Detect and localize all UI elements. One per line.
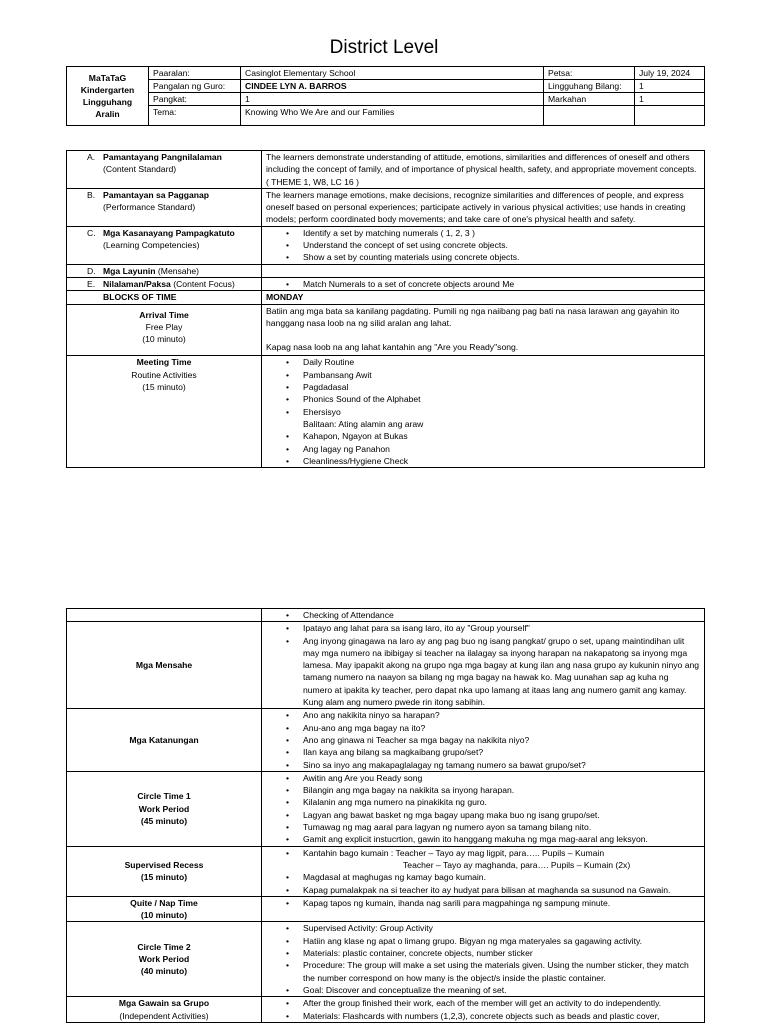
list-item: • Kantahin bago kumain : Teacher – Tayo ay mag ligpit, para….. Pupils – Kumain <box>266 847 700 859</box>
list-item: • Ilan kaya ang bilang sa magkaibang grupo/set? <box>266 746 700 758</box>
list-item: • Materials: plastic container, concrete objects, number sticker <box>266 947 700 959</box>
list-item: • Ano ang ginawa ni Teacher sa mga bagay na nakikita niyo? <box>266 734 700 746</box>
petsa-label: Petsa: <box>544 67 635 80</box>
list-item: • Awitin ang Are you Ready song <box>266 772 700 784</box>
markahan-value: 1 <box>635 93 705 106</box>
nilalaman-label: Nilalaman/Paksa <box>103 278 171 289</box>
list-item: • Bilangin ang mga bagay na nakikita sa inyong harapan. <box>266 784 700 796</box>
list-item: • Ang inyong ginagawa na laro ay ang pag buo ng isang pangkat/ grupo o set, upang maintindihan ulit may mga numero na ibibigay si teacher na ilalagay sa inyong harapan na nakapatong sa inyong mga lamesa. May ipapakit akong na grupo nga mga bagay at kung ilan ang nasa grupo ay kukunin ninyo ang tamang numero na naayon sa bilang ng mga bagay na hawak ko. Mag uunahan sap ag kuha ng numero at ipakita ky teacher, pero dapat nka upo lamang at itaas lang ang numero gamit ang kamay. Kung alam ang numero pwede rin itong sabihin. <box>266 635 700 709</box>
list-item: • Hatiin ang klase ng apat o limang grupo. Bigyan ng mga materyales sa gagawing activity. <box>266 935 700 947</box>
lesson-table-continued <box>66 608 705 1023</box>
empty-cell <box>544 106 635 126</box>
table-row: Meeting Time Routine Activities (15 minuto) • Daily Routine • Pambansang Awit • Pagdadasal • Phonics Sound of the Alphabet • Ehersisyo Balitaan: Ating alamin ang araw • Kahapon, Ngayon at Bukas • Ang lagay ng Panahon • Cleanliness/Hygiene Check <box>67 356 705 468</box>
table-row: D. Mga Layunin (Mensahe) <box>67 264 705 277</box>
table-row <box>67 709 705 771</box>
list-item: • Phonics Sound of the Alphabet <box>266 393 700 405</box>
performance-standard-text: The learners manage emotions, make decisions, recognize similarities and differences of people, and express oneself based on personal experiences; participate actively in various physical activities; use hands in creating models; perform coordinated body movements; and take care of one's physical health and safety. <box>262 188 705 226</box>
table-row: Supervised Recess (15 minuto) • Kantahin bago kumain : Teacher – Tayo ay mag ligpit, para….. Pupils – Kumain Teacher – Tayo ay maghanda, para…. Pupils – Kumain (2x) • Magdasal at maghugas ng kamay bago kumain. • Kapag pumalakpak na si teacher ito ay hudyat para bilisan at maghanda sa susunod na Gawain. <box>67 846 705 896</box>
content-standard-label: Pamantayang Pangnilalaman <box>103 152 222 162</box>
mensahe-label: Mga Mensahe <box>67 622 262 709</box>
list-item: • Cleanliness/Hygiene Check <box>266 455 700 467</box>
competencies-label: Mga Kasanayang Pampagkatuto <box>103 227 235 238</box>
table-row: C. Mga Kasanayang Pampagkatuto (Learning Competencies) • Identify a set by matching numerals ( 1, 2, 3 ) • Understand the concept of set using concrete objects. • Show a set by counting materials using concrete objects. <box>67 226 705 264</box>
arrival-song-text: Kapag nasa loob na ang lahat kantahin ang "Are you Ready"song. <box>266 342 519 353</box>
paaralan-value: Casinglot Elementary School <box>241 67 544 80</box>
header-table <box>66 66 705 126</box>
list-item: • Kapag pumalakpak na si teacher ito ay hudyat para bilisan at maghanda sa susunod na Gawain. <box>266 884 700 896</box>
table-row <box>67 622 705 709</box>
table-row: Quite / Nap Time (10 minuto) • Kapag tapos ng kumain, ihanda nag sarili para magpahinga ng sampung minute. <box>67 896 705 922</box>
lesson-table <box>66 150 705 468</box>
lesson-plan-label: MaTaTaG Kindergarten Lingguhang Aralin <box>67 67 149 126</box>
list-item: • Tumawag ng mag aaral para lagyan ng numero ayon sa tamang bilang nito. <box>266 821 700 833</box>
arrival-text: Batiin ang mga bata sa kanilang pagdating. Pumili ng nga naiibang pag bati na nasa larawan ang gayahin ito hanggang nasa loob na ng silid aralan ang lahat. <box>266 305 680 328</box>
list-item: • Identify a set by matching numerals ( 1, 2, 3 ) <box>266 227 700 239</box>
competencies-list <box>266 227 700 264</box>
bilang-value: 1 <box>635 80 705 93</box>
table-row: Mga Gawain sa Grupo (Independent Activities) • After the group finished their work, each of the member will get an activity to do independently. • Materials: Flashcards with numbers (1,2,3), concrete objects such as beads and plastic cover, <box>67 997 705 1023</box>
list-item: • Kahapon, Ngayon at Bukas <box>266 430 700 442</box>
circle-time-1-label: Circle Time 1 <box>137 791 191 802</box>
petsa-value: July 19, 2024 <box>635 67 705 80</box>
nap-time-label: Quite / Nap Time <box>130 897 198 908</box>
list-item: • Show a set by counting materials using concrete objects. <box>266 251 700 263</box>
list-item: • Pagdadasal <box>266 381 700 393</box>
performance-standard-label: Pamantayan sa Pagganap <box>103 189 210 200</box>
list-item: • Pambansang Awit <box>266 369 700 381</box>
list-item: • Procedure: The group will make a set using the materials given. Using the number sticker, they match the number correspond on how many is the object/s inside the plastic container. <box>266 959 700 984</box>
paaralan-label: Paaralan: <box>149 67 241 80</box>
table-row <box>67 609 705 622</box>
gawain-sa-grupo-label: Mga Gawain sa Grupo <box>118 998 210 1009</box>
meeting-list <box>266 356 700 417</box>
table-row: Circle Time 1 Work Period (45 minuto) • Awitin ang Are you Ready song • Bilangin ang mga bagay na nakikita sa inyong harapan. • Kilalanin ang mga numero na pinakikita ng guro. • Lagyan ang bawat basket ng mga bagay upang maka buo ng isang grupo/set. • Tumawag ng mag aaral para lagyan ng numero ayon sa tamang bilang nito. • Gamit ang explicit instucrtion, gawin ito hanggang makuha ng mga mag-aaral ang leksyon. <box>67 771 705 846</box>
table-row: E. Nilalaman/Paksa (Content Focus) • Match Numerals to a set of concrete objects around Me <box>67 277 705 290</box>
list-item: • Kapag tapos ng kumain, ihanda nag sarili para magpahinga ng sampung minute. <box>266 897 700 909</box>
day-label: MONDAY <box>262 291 705 304</box>
table-row: Arrival Time Free Play (10 minuto) Batiin ang mga bata sa kanilang pagdating. Pumili ng nga naiibang pag bati na nasa larawan ang gayahin ito hanggang nasa loob na ng silid aralan ang lahat. Kapag nasa loob na ang lahat kantahin ang "Are you Ready"song. <box>67 304 705 356</box>
arrival-time-label: Arrival Time <box>139 309 189 320</box>
list-item: • Checking of Attendance <box>266 609 700 621</box>
bilang-label: Lingguhang Bilang: <box>544 80 635 93</box>
markahan-label: Markahan <box>544 93 635 106</box>
list-item: • Lagyan ang bawat basket ng mga bagay upang maka buo ng isang grupo/set. <box>266 809 700 821</box>
circle-time-2-label: Circle Time 2 <box>137 941 191 952</box>
katanungan-label: Mga Katanungan <box>67 709 262 771</box>
list-item: • Understand the concept of set using concrete objects. <box>266 239 700 251</box>
page-title: District Level <box>329 37 439 58</box>
list-item: • Daily Routine <box>266 356 700 368</box>
list-item: • Gamit ang explicit instucrtion, gawin ito hanggang makuha ng mga mag-aaral ang leksyon. <box>266 833 700 845</box>
meeting-time-label: Meeting Time <box>136 357 192 368</box>
empty-cell <box>635 106 705 126</box>
supervised-recess-label: Supervised Recess <box>124 859 204 870</box>
list-item: • Kilalanin ang mga numero na pinakikita ng guro. <box>266 796 700 808</box>
balitaan-text: Balitaan: Ating alamin ang araw <box>303 418 424 429</box>
guro-value: CINDEE LYN A. BARROS <box>241 80 544 93</box>
list-item: • Ehersisyo <box>266 406 700 418</box>
layunin-label: Mga Layunin <box>103 265 156 276</box>
list-item: • Magdasal at maghugas ng kamay bago kumain. <box>266 871 700 883</box>
list-item: • Goal: Discover and conceptualize the meaning of set. <box>266 984 700 996</box>
table-row: B. Pamantayan sa Pagganap (Performance Standard) The learners manage emotions, make decisions, recognize similarities and differences of people, and express oneself based on personal experiences; participate actively in various physical activities; use hands in creating models; perform coordinated body movements; and take care of one's physical health and safety. <box>67 188 705 226</box>
list-item: • Anu-ano ang mga bagay na ito? <box>266 722 700 734</box>
list-item: • Sino sa inyo ang makapaglalagay ng tamang numero sa bawat grupo/set? <box>266 759 700 771</box>
table-row <box>67 291 705 304</box>
blocks-of-time-label: BLOCKS OF TIME <box>67 291 262 304</box>
recess-song-line: Teacher – Tayo ay maghanda, para…. Pupils – Kumain (2x) <box>403 859 631 870</box>
table-row: Circle Time 2 Work Period (40 minuto) • Supervised Activity: Group Activity • Hatiin ang klase ng apat o limang grupo. Bigyan ng mga materyales sa gagawing activity. • Materials: plastic container, concrete objects, number sticker • Procedure: The group will make a set using the materials given. Using the number sticker, they match the number correspond on how many is the object/s inside the plastic container. • Goal: Discover and conceptualize the meaning of set. <box>67 922 705 997</box>
list-item: • Ano ang nakikita ninyo sa harapan? <box>266 709 700 721</box>
pangkat-label: Pangkat: <box>149 93 241 106</box>
table-row: A. Pamantayang Pangnilalaman (Content Standard) The learners demonstrate understanding of attitude, emotions, similarities and differences of oneself and others including the concept of family, and of importance of physical health, safety, and appropriate movement concepts. ( THEME 1, W8, LC 16 ) <box>67 151 705 189</box>
guro-label: Pangalan ng Guro: <box>149 80 241 93</box>
list-item: • Materials: Flashcards with numbers (1,2,3), concrete objects such as beads and plastic cover, <box>266 1010 700 1022</box>
pangkat-value: 1 <box>241 93 544 106</box>
content-standard-text: The learners demonstrate understanding of attitude, emotions, similarities and differences of oneself and others including the concept of family, and of importance of physical health, safety, and appropriate movement concepts. ( THEME 1, W8, LC 16 ) <box>262 151 705 189</box>
list-item: • Ang lagay ng Panahon <box>266 443 700 455</box>
tema-value: Knowing Who We Are and our Families <box>241 106 544 126</box>
list-item: • Supervised Activity: Group Activity <box>266 922 700 934</box>
list-item: • Ipatayo ang lahat para sa isang laro, ito ay "Group yourself" <box>266 622 700 634</box>
list-item: • After the group finished their work, each of the member will get an activity to do independently. <box>266 997 700 1009</box>
list-item: • Match Numerals to a set of concrete objects around Me <box>266 278 700 290</box>
tema-label: Tema: <box>149 106 241 126</box>
